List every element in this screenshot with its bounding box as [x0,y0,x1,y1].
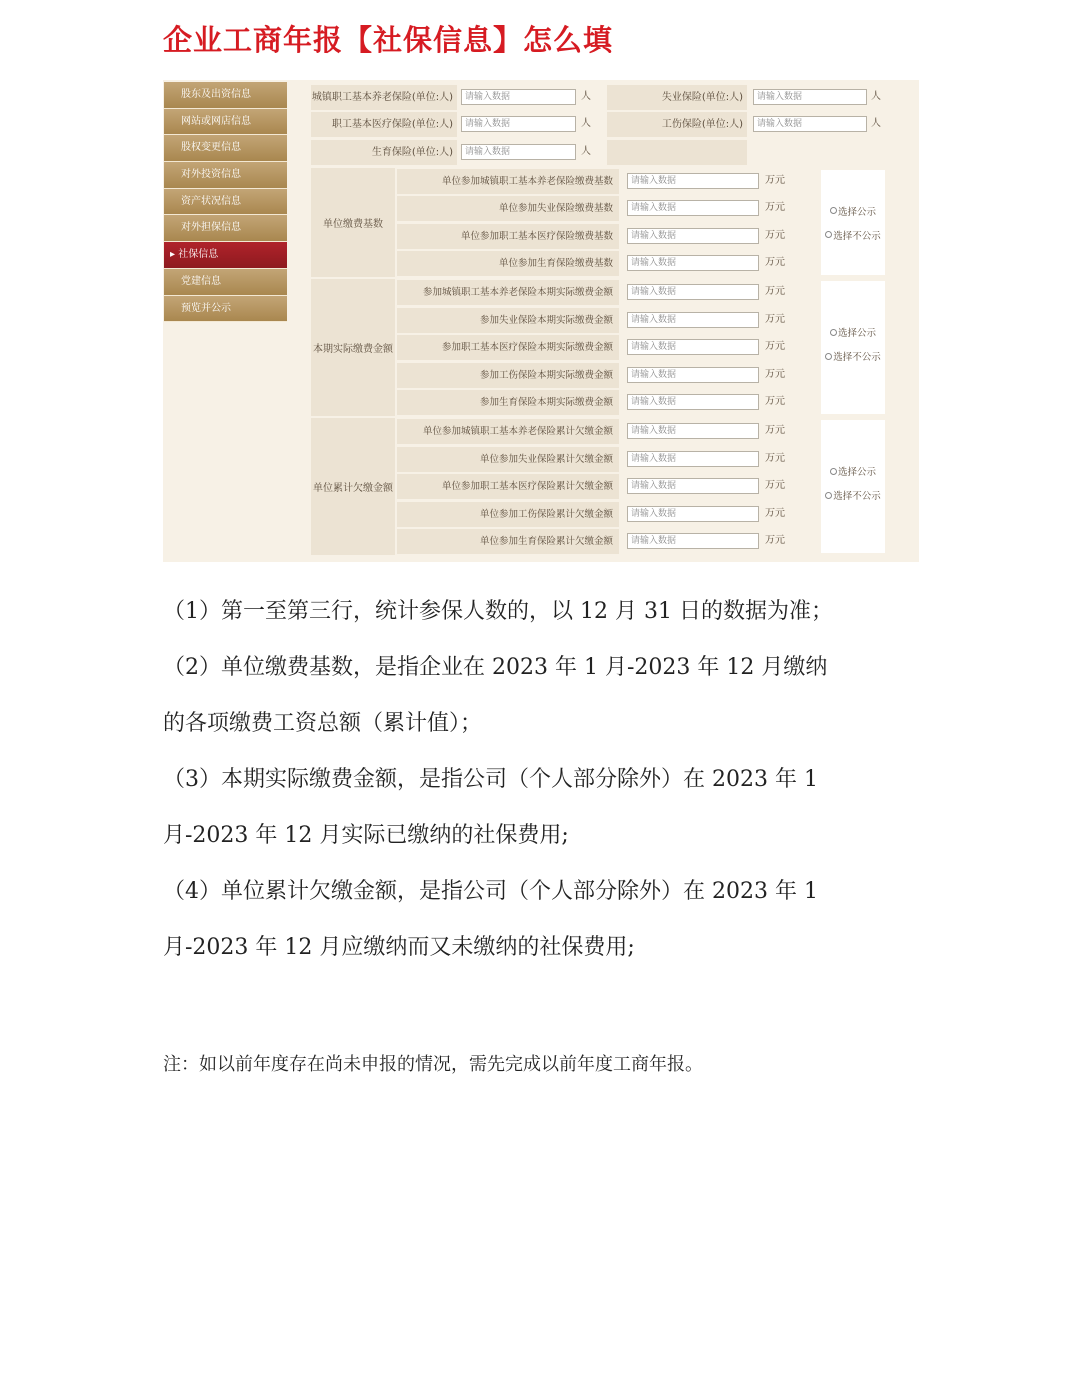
radio-label: 选择不公示 [833,230,881,242]
amount-input[interactable]: 请输入数据 [627,312,759,328]
form-row [311,389,889,416]
form-row [311,501,889,528]
form-row [311,250,889,277]
maternity-count-input[interactable]: 请输入数据 [461,144,576,160]
unit-label: 万元 [765,368,785,380]
form-row [311,168,889,195]
amount-input[interactable]: 请输入数据 [627,339,759,355]
form-row [311,334,889,364]
sidebar-item-preview-publish[interactable]: 预览并公示 [164,296,287,323]
radio-hide[interactable] [825,488,881,502]
empty-cell [607,140,747,165]
radio-circle-icon [830,329,837,336]
note-line: 的各项缴费工资总额（累计值）； [163,711,483,736]
unit-label: 万元 [765,425,785,437]
unit-label: 人 [581,91,591,102]
amount-input[interactable]: 请输入数据 [627,200,759,216]
field-label: 单位参加工伤保险累计欠缴金额 [397,502,619,527]
field-label: 参加工伤保险本期实际缴费金额 [397,363,619,388]
unit-label: 万元 [765,341,785,353]
amount-input[interactable]: 请输入数据 [627,423,759,439]
amount-input[interactable]: 请输入数据 [627,255,759,271]
field-label: 单位参加失业保险累计欠缴金额 [397,447,619,472]
field-label: 单位参加生育保险累计欠缴金额 [397,529,619,554]
field-label: 单位参加生育保险缴费基数 [397,251,619,276]
medical-count-input[interactable]: 请输入数据 [461,116,576,132]
amount-input[interactable]: 请输入数据 [627,367,759,383]
note-line: （1）第一至第三行，统计参保人数的，以 12 月 31 日的数据为准； [163,599,833,624]
radio-label: 选择不公示 [833,491,881,503]
group-actual-payment [311,277,889,416]
sidebar-item-assets[interactable]: 资产状况信息 [164,189,287,216]
unit-label: 万元 [765,396,785,408]
unit-label: 万元 [765,229,785,241]
radio-publish[interactable] [830,325,876,339]
form-row [311,446,889,473]
unit-label: 人 [871,91,881,102]
sidebar-item-guarantee[interactable]: 对外担保信息 [164,215,287,242]
field-label: 城镇职工基本养老保险(单位:人) [311,85,457,110]
amount-input[interactable]: 请输入数据 [627,451,759,467]
field-label: 参加生育保险本期实际缴费金额 [397,390,619,415]
form-row [311,528,889,555]
sidebar-item-investment[interactable]: 对外投资信息 [164,162,287,189]
unit-label: 人 [581,145,591,157]
group-arrears [311,416,889,555]
radio-circle-icon [830,468,837,475]
sidebar [164,82,287,322]
amount-input[interactable]: 请输入数据 [627,394,759,410]
group-label: 单位缴费基数 [311,168,395,278]
publish-radio-group [821,170,885,276]
unit-label: 万元 [765,313,785,325]
note-line: 月-2023 年 12 月应缴纳而又未缴纳的社保费用; [163,935,635,960]
form-row [311,418,889,445]
group-label: 本期实际缴费金额 [311,279,395,416]
amount-input[interactable]: 请输入数据 [627,284,759,300]
injury-count-input[interactable]: 请输入数据 [753,116,867,132]
radio-label: 选择公示 [837,328,876,340]
unit-label: 人 [581,118,591,130]
unit-label: 万元 [765,452,785,464]
field-label: 生育保险(单位:人) [311,140,457,165]
group-contribution-base [311,166,889,278]
note-line: （3）本期实际缴费金额，是指公司（个人部分除外）在 2023 年 1 [163,767,818,792]
sidebar-item-shareholder[interactable]: 股东及出资信息 [164,82,287,109]
radio-label: 选择公示 [837,467,876,479]
amount-input[interactable]: 请输入数据 [627,173,759,189]
form-row [311,111,889,138]
radio-publish[interactable] [830,204,876,218]
radio-hide[interactable] [825,349,881,363]
field-label: 单位参加失业保险缴费基数 [397,196,619,221]
social-security-form [311,84,889,555]
form-row [311,307,889,334]
form-row [311,84,889,111]
radio-circle-icon [825,492,832,499]
form-row [311,473,889,503]
field-label: 单位参加职工基本医疗保险缴费基数 [397,224,619,249]
sidebar-item-website[interactable]: 网站或网店信息 [164,109,287,136]
form-row [311,195,889,222]
amount-input[interactable]: 请输入数据 [627,506,759,522]
unit-label: 万元 [765,286,785,298]
amount-input[interactable]: 请输入数据 [627,478,759,494]
field-label: 失业保险(单位:人) [607,85,747,110]
unit-label: 人 [871,118,881,130]
sidebar-item-equity-change[interactable]: 股权变更信息 [164,135,287,162]
screenshot-panel [163,80,919,562]
pension-count-input[interactable]: 请输入数据 [461,89,576,105]
field-label: 单位参加城镇职工基本养老保险累计欠缴金额 [397,419,619,444]
note-line: （4）单位累计欠缴金额，是指公司（个人部分除外）在 2023 年 1 [163,879,818,904]
unemployment-count-input[interactable]: 请输入数据 [753,89,867,105]
note-line: （2）单位缴费基数，是指企业在 2023 年 1 月-2023 年 12 月缴纳 [163,655,828,680]
radio-circle-icon [825,353,832,360]
field-label: 职工基本医疗保险(单位:人) [311,112,457,137]
unit-label: 万元 [765,257,785,269]
field-label: 参加失业保险本期实际缴费金额 [397,308,619,333]
group-label: 单位累计欠缴金额 [311,418,395,555]
publish-radio-group [821,281,885,414]
radio-label: 选择公示 [837,206,876,218]
amount-input[interactable]: 请输入数据 [627,533,759,549]
unit-label: 万元 [765,174,785,186]
unit-label: 万元 [765,507,785,519]
field-label: 工伤保险(单位:人) [607,112,747,137]
form-row [311,362,889,389]
radio-label: 选择不公示 [833,352,881,364]
unit-label: 万元 [765,202,785,214]
publish-radio-group [821,420,885,553]
field-label: 参加职工基本医疗保险本期实际缴费金额 [397,335,619,360]
field-label: 单位参加职工基本医疗保险累计欠缴金额 [397,474,619,499]
document-title: 企业工商年报【社保信息】怎么填 [163,23,614,57]
field-label: 单位参加城镇职工基本养老保险缴费基数 [397,169,619,194]
footnote: 注：如以前年度存在尚未申报的情况，需先完成以前年度工商年报。 [163,1054,703,1075]
sidebar-item-party[interactable]: 党建信息 [164,269,287,296]
radio-circle-icon [830,207,837,214]
radio-hide[interactable] [825,228,881,242]
radio-publish[interactable] [830,464,876,478]
note-line: 月-2023 年 12 月实际已缴纳的社保费用; [163,823,569,848]
amount-input[interactable]: 请输入数据 [627,228,759,244]
radio-circle-icon [825,231,832,238]
unit-label: 万元 [765,480,785,492]
unit-label: 万元 [765,534,785,546]
form-row [311,279,889,306]
sidebar-item-social-security[interactable]: ▸ 社保信息 [164,242,287,269]
field-label: 参加城镇职工基本养老保险本期实际缴费金额 [397,280,619,305]
form-row [311,139,889,166]
form-row [311,223,889,250]
explanation-notes [163,584,923,976]
